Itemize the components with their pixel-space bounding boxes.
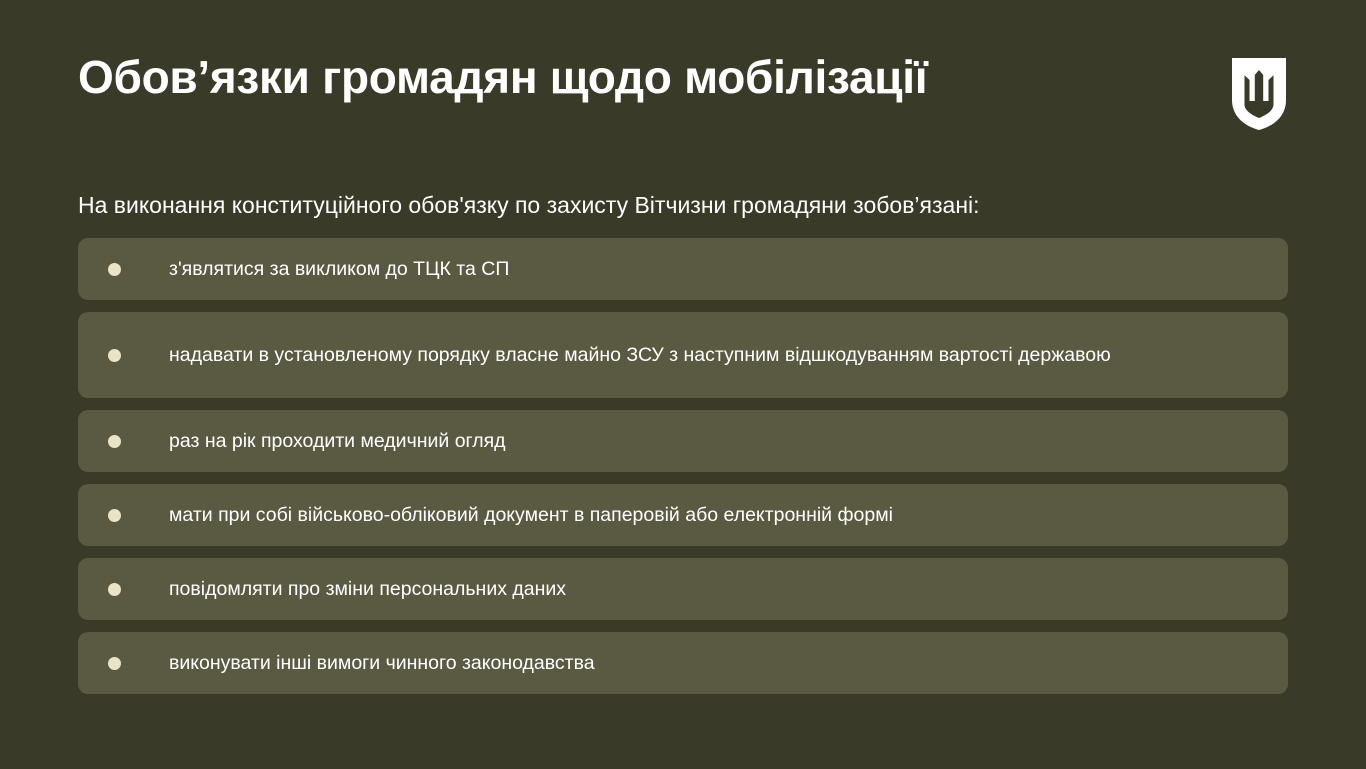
slide-header xyxy=(78,52,1288,142)
list-item-label: повідомляти про зміни персональних даних xyxy=(169,577,567,600)
list-item xyxy=(78,632,1288,694)
bullet-icon xyxy=(108,263,121,276)
list-item xyxy=(78,410,1288,472)
intro-text: На виконання конституційного обов'язку по захисту Вітчизни громадяни зобов’язані: xyxy=(78,192,980,218)
ukraine-armed-forces-emblem-icon xyxy=(1230,56,1288,132)
bullet-icon xyxy=(108,349,121,362)
list-item-label: раз на рік проходити медичний огляд xyxy=(169,429,506,452)
bullet-icon xyxy=(108,435,121,448)
bullet-icon xyxy=(108,583,121,596)
list-item xyxy=(78,238,1288,300)
list-item xyxy=(78,558,1288,620)
obligations-list xyxy=(78,238,1288,694)
list-item xyxy=(78,312,1288,398)
page-title: Обов’язки громадян щодо мобілізації xyxy=(78,51,928,103)
list-item-label: надавати в установленому порядку власне майно ЗСУ з наступним відшкодуванням вартості державою xyxy=(169,343,1111,366)
bullet-icon xyxy=(108,657,121,670)
bullet-icon xyxy=(108,509,121,522)
list-item-label: виконувати інші вимоги чинного законодавства xyxy=(169,651,595,674)
list-item-label: з'являтися за викликом до ТЦК та СП xyxy=(169,257,510,280)
list-item xyxy=(78,484,1288,546)
list-item-label: мати при собі військово-обліковий документ в паперовій або електронній формі xyxy=(169,503,893,526)
